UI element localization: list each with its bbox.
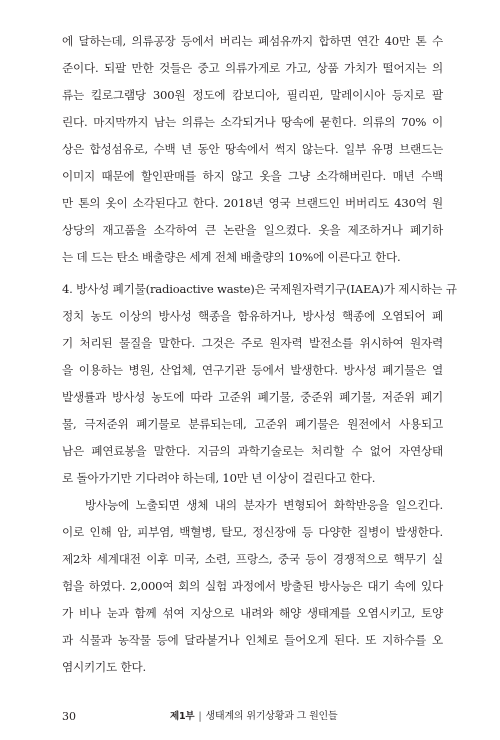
text-line: 는 데 드는 탄소 배출량은 세계 전체 배출량의 10%에 이른다고 한다.	[62, 250, 401, 264]
text-line: 발생률과 방사성 농도에 따라 고준위 폐기물, 중준위 폐기물, 저준위 폐기	[62, 390, 443, 404]
text-line: 기 처리된 물질을 말한다. 그것은 주로 원자력 발전소를 위시하여 원자력	[62, 336, 443, 350]
separator: |	[198, 711, 202, 722]
page-number: 30	[62, 710, 76, 723]
text-line: 만 톤의 옷이 소각된다고 한다. 2018년 영국 브랜드인 버버리도 430억 원	[62, 196, 443, 210]
text-line: 4. 방사성 폐기물(radioactive waste)은 국제원자력기구(IAEA)가 제시하는 규	[62, 282, 457, 296]
text-line: 이미지 때문에 할인판매를 하지 않고 옷을 그냥 소각해버린다. 매년 수백	[62, 169, 443, 183]
text-line: 상당의 재고품을 소각하여 큰 논란을 일으켰다. 옷을 제조하거나 폐기하	[62, 223, 443, 237]
text-line: 방사능에 노출되면 생체 내의 분자가 변형되어 화학반응을 일으킨다.	[85, 498, 443, 512]
text-line: 남은 폐연료봉을 말한다. 지금의 과학기술로는 처리할 수 없어 자연상태	[62, 444, 443, 458]
page-footer	[62, 708, 443, 726]
text-line: 에 달하는데, 의류공장 등에서 버리는 폐섬유까지 합하면 연간 40만 톤 수	[62, 34, 443, 48]
running-head	[170, 708, 337, 726]
text-line: 을 이용하는 병원, 산업체, 연구기관 등에서 발생한다. 방사성 폐기물은 열	[62, 363, 443, 377]
paragraph-clothing-waste	[62, 28, 443, 271]
section-radioactive-waste	[62, 276, 457, 681]
chapter-title: 생태계의 위기상황과 그 원인들	[205, 711, 338, 722]
text-line: 린다. 마지막까지 남는 의류는 소각되거나 땅속에 묻힌다. 의류의 70% 이	[62, 115, 443, 129]
text-line: 물, 극저준위 폐기물로 분류되는데, 고준위 폐기물은 원전에서 사용되고	[62, 417, 443, 431]
text-line: 염시키기도 한다.	[62, 660, 146, 674]
text-line: 과 식물과 농작물 등에 달라붙거나 인체로 들어오게 된다. 또 지하수를 오	[62, 633, 443, 647]
part-label: 제1부	[170, 711, 195, 722]
text-line: 류는 킬로그램당 300원 정도에 캄보디아, 필리핀, 말레이시아 등지로 팔	[62, 88, 443, 102]
text-line: 험을 하였다. 2,000여 회의 실험 과정에서 방출된 방사능은 대기 속에 있다	[62, 579, 443, 593]
text-line: 가 비나 눈과 함께 섞여 지상으로 내려와 해양 생태계를 오염시키고, 토양	[62, 606, 443, 620]
text-line: 정치 농도 이상의 방사성 핵종을 함유하거나, 방사성 핵종에 오염되어 폐	[62, 309, 443, 323]
text-line: 준이다. 되팔 만한 것들은 중고 의류가게로 가고, 상품 가치가 떨어지는 의	[62, 61, 443, 75]
text-line: 제2차 세계대전 이후 미국, 소련, 프랑스, 중국 등이 경쟁적으로 핵무기 실	[62, 552, 443, 566]
text-line: 상은 합성섬유로, 수백 년 동안 땅속에서 썩지 않는다. 일부 유명 브랜드는	[62, 142, 443, 156]
text-line: 로 돌아가기만 기다려야 하는데, 10만 년 이상이 걸린다고 한다.	[62, 471, 376, 485]
text-line: 이로 인해 암, 피부염, 백혈병, 탈모, 정신장애 등 다양한 질병이 발생한다.	[62, 525, 443, 539]
